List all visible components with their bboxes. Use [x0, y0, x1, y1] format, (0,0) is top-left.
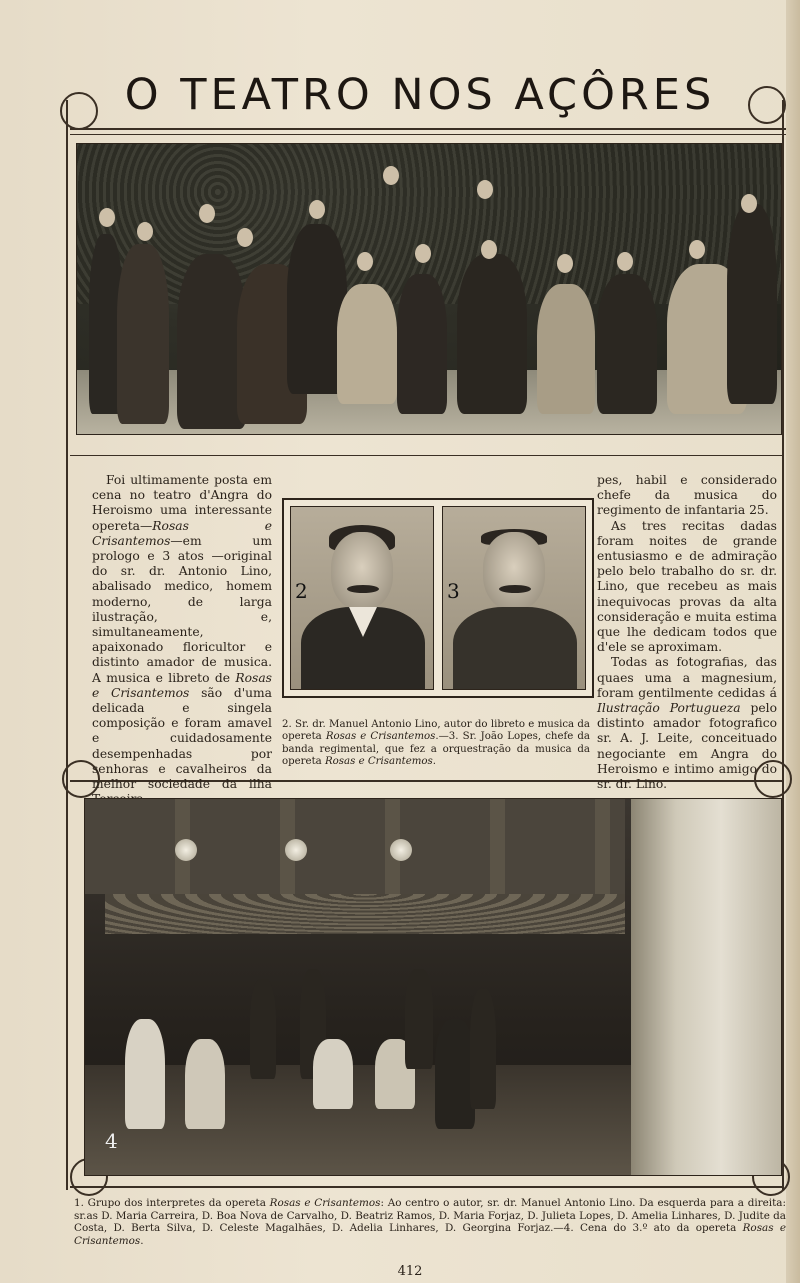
- text-run: .: [432, 756, 437, 768]
- text-run: são d'uma delicada e singela composição e foram amavel e cuidadosamente desempenhadas por senhoras e cavalheiros da melhor sociedade da ilha: [92, 685, 273, 792]
- title-italic: Rosas e Crisantemos: [325, 731, 436, 743]
- person-figure: [457, 254, 527, 414]
- portraits-caption: [282, 719, 590, 769]
- person-head: [415, 244, 431, 263]
- mustache: [499, 585, 531, 593]
- text-run: 1. Grupo dos interpretes da opereta: [74, 1197, 270, 1209]
- actor-figure: [250, 979, 276, 1079]
- photos-caption: [74, 1197, 786, 1247]
- text-run: Foi ultimamente posta em cena no teatro d'Angra do Heroismo uma interessante opereta—: [92, 473, 272, 533]
- face: [331, 532, 393, 610]
- photo-number: 4: [105, 1129, 118, 1153]
- portrait-manuel-antonio-lino: [290, 506, 434, 690]
- person-figure: [117, 244, 169, 424]
- mustache: [347, 585, 379, 593]
- stage-floor: [85, 1065, 645, 1175]
- actor-figure: [435, 1019, 475, 1129]
- paragraph: [597, 655, 777, 792]
- portrait-number: 2: [295, 579, 308, 603]
- page-title: O TEATRO NOS AÇÔRES: [124, 70, 716, 120]
- person-head: [237, 228, 253, 247]
- person-figure: [537, 284, 595, 414]
- text-run: .: [140, 1234, 144, 1247]
- person-head: [689, 240, 705, 259]
- portrait-number: 3: [447, 579, 460, 603]
- title-italic: Rosas e Crisantemos: [74, 1222, 787, 1247]
- frame-top-line: [70, 128, 786, 130]
- actor-figure: [185, 1039, 225, 1129]
- portraits-frame: [282, 498, 594, 698]
- page-number: 412: [397, 1264, 423, 1279]
- person-figure: [597, 274, 657, 414]
- person-head: [137, 222, 153, 241]
- text-run: pelo distinto amador fotografico sr. A. J. Leite, conceituado negociante em Angra do Heroismo e intimo amigo do sr. dr. Lino.: [597, 701, 777, 792]
- group-photo: [76, 143, 782, 435]
- stage-lamp: [175, 839, 197, 861]
- frame-mid-line: [70, 455, 782, 456]
- text-run: 2. Sr. dr. Manuel Antonio Lino, autor do libreto e musica da opereta: [282, 719, 590, 743]
- theatre-boxes: [631, 799, 781, 1175]
- person-head: [741, 194, 757, 213]
- frame-top-line-thin: [70, 134, 786, 135]
- actor-figure: [313, 1039, 353, 1109]
- person-head: [99, 208, 115, 227]
- person-figure: [727, 204, 777, 404]
- stage-curtain: [105, 894, 625, 934]
- stage-proscenium: [85, 799, 625, 894]
- portrait-joao-lopes: [442, 506, 586, 690]
- paragraph: As tres recitas dadas foram noites de grande entusiasmo e de admiração pelo belo trabalho do sr. dr. Lino, que recebeu as mais inequivocas provas da alta consideração e muita estima que lhe dedicam todos que d'ele se aproximam.: [597, 518, 777, 655]
- person-head: [383, 166, 399, 185]
- person-head: [477, 180, 493, 199]
- person-figure: [337, 284, 397, 404]
- text-run: Todas as fotografias, das quaes uma a magnesium, foram gentilmente cedidas á: [597, 655, 777, 700]
- article-column-left: [92, 473, 272, 853]
- paragraph: [92, 473, 272, 807]
- page-edge: [786, 0, 800, 1283]
- uniform: [453, 607, 577, 690]
- corner-ornament-top-right: [748, 86, 786, 124]
- person-head: [357, 252, 373, 271]
- corner-ornament-top-left: [60, 92, 98, 130]
- theatre-scene-photo: [84, 798, 782, 1176]
- text-run: .—3. Sr. João Lopes, chefe da banda regimental, que fez a orquestração da musica da opereta: [282, 731, 590, 768]
- person-head: [617, 252, 633, 271]
- person-head: [309, 200, 325, 219]
- person-head: [557, 254, 573, 273]
- frame-left-line: [66, 100, 68, 1190]
- article-column-right: [597, 473, 777, 792]
- person-head: [199, 204, 215, 223]
- stage-lamp: [390, 839, 412, 861]
- person-head: [481, 240, 497, 259]
- title-italic: Ilustração Portugueza: [597, 701, 741, 716]
- actor-figure: [470, 989, 496, 1109]
- frame-bottom-line: [70, 1186, 782, 1188]
- text-run: : Ao centro o autor, sr. dr. Manuel Antonio Lino. Da esquerda para a direita: sr.as D. Maria Carreira, D. Boa Nova de Carvalho, D. Beatriz Ramos, D. Maria Forjaz, D. Julieta Lopes, D. Amelia Linhares, D. Judite da Costa, D. Berta Silva, D. Celeste Magalhães, D. Adelia Linhares, D. Georgina Forjaz.—4. Cena do 3.º ato da opereta: [74, 1197, 786, 1235]
- title-italic: Rosas e Crisantemos: [325, 756, 433, 768]
- title-italic: Rosas e Crisantemos: [92, 518, 272, 548]
- actor-figure: [405, 969, 433, 1069]
- actor-figure: [125, 1019, 165, 1129]
- text-run: —em um prologo e 3 atos —original do sr. dr. Antonio Lino, abalisado medico, homem moderno, de larga ilustração, e, simultaneamente, apaixonado floricultor e distinto amador de musica. A musica e libreto de: [92, 533, 272, 685]
- stage-lamp: [285, 839, 307, 861]
- person-figure: [397, 274, 447, 414]
- frame-right-line: [782, 100, 784, 1190]
- paragraph: pes, habil e considerado chefe da musica do regimento de infantaria 25.: [597, 473, 777, 518]
- title-italic: Rosas e Crisantemos: [269, 1197, 381, 1209]
- face: [483, 532, 545, 610]
- title-italic: Rosas e Crisantemos: [92, 670, 272, 700]
